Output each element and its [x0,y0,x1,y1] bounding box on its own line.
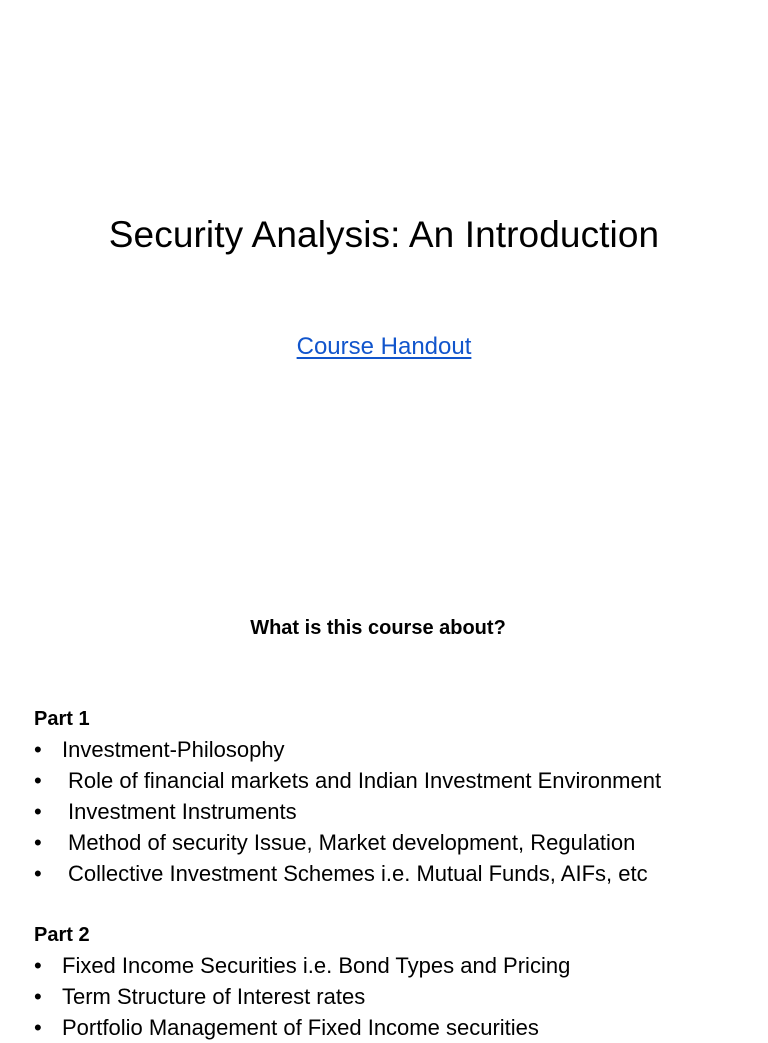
list-item [34,1012,570,1043]
list-item-text: Investment-Philosophy [62,737,285,762]
bullet-icon: • [34,768,42,793]
list-item [34,765,661,796]
list-item-text: Portfolio Management of Fixed Income securities [62,1015,539,1040]
section-question: What is this course about? [250,617,506,639]
list-item [34,734,661,765]
list-item [34,950,570,981]
list-item-text: Term Structure of Interest rates [62,984,366,1009]
bullet-icon: • [34,861,42,886]
list-item [34,981,570,1012]
part-2-heading: Part 2 [34,924,90,946]
bullet-icon: • [34,799,42,824]
bullet-icon: • [34,737,42,762]
part-1-heading: Part 1 [34,708,90,730]
course-handout-link-container [0,330,768,364]
part-2-list [34,950,570,1043]
list-item-text: Collective Investment Schemes i.e. Mutual Funds, AIFs, etc [68,861,648,886]
course-handout-link[interactable]: Course Handout [296,333,472,360]
list-item [34,796,661,827]
list-item [34,858,661,889]
bullet-icon: • [34,953,42,978]
bullet-icon: • [34,830,42,855]
page-title: Security Analysis: An Introduction [108,214,660,255]
bullet-icon: • [34,984,42,1009]
list-item-text: Method of security Issue, Market development, Regulation [68,830,636,855]
list-item [34,827,661,858]
list-item-text: Fixed Income Securities i.e. Bond Types and Pricing [62,953,571,978]
list-item-text: Investment Instruments [68,799,297,824]
list-item-text: Role of financial markets and Indian Investment Environment [68,768,662,793]
bullet-icon: • [34,1015,42,1040]
part-1-list [34,734,661,889]
